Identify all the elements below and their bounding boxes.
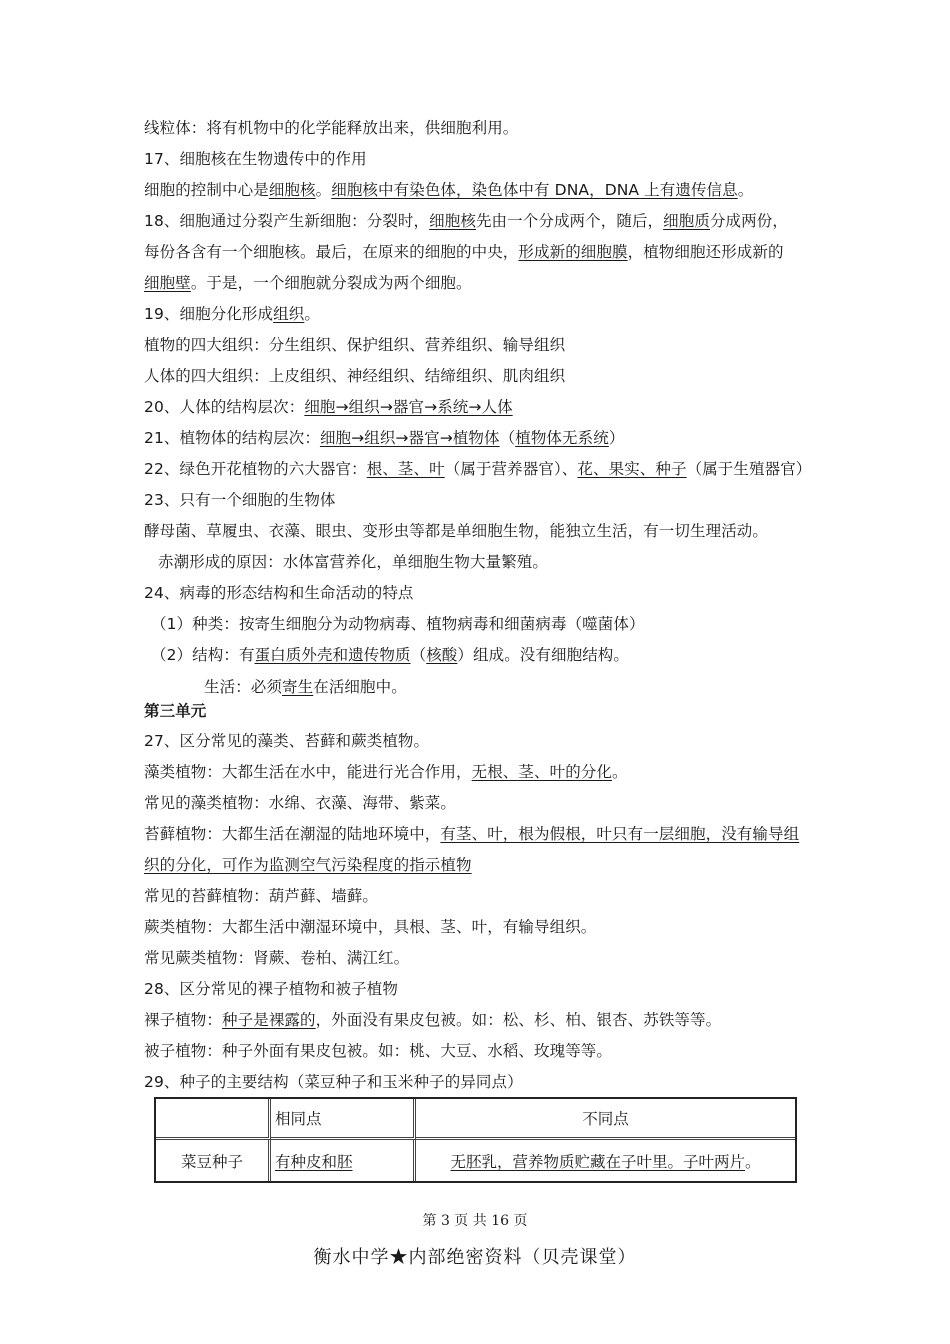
underlined-term: 细胞核中有染色体，染色体中有 DNA，DNA 上有遗传信息 [331, 181, 738, 199]
page-number: 第 3 页 共 16 页 [422, 1213, 528, 1229]
underlined-term: 有种皮和胚 [275, 1152, 353, 1171]
underlined-term: 无胚乳，营养物质贮藏在子叶里。子叶两片 [450, 1152, 745, 1171]
text-line: 被子植物：种子外面有果皮包被。如：桃、大豆、水稻、玫瑰等等。 [144, 1042, 613, 1060]
table-row [156, 1140, 795, 1181]
section-heading: 19、细胞分化形成组织。 [144, 305, 320, 323]
section-heading: 29、种子的主要结构（菜豆种子和玉米种子的异同点） [144, 1073, 523, 1091]
text-line: 常见的藻类植物：水绵、衣藻、海带、紫菜。 [144, 794, 457, 812]
table-header-cell: 相同点 [271, 1099, 416, 1140]
text-line [144, 854, 472, 876]
table-cell-name: 菜豆种子 [156, 1140, 271, 1181]
underlined-term: 寄生 [282, 678, 314, 696]
text-line: 植物的四大组织：分生组织、保护组织、营养组织、输导组织 [144, 336, 566, 354]
table-cell-same [271, 1140, 416, 1181]
underlined-term: 植物体无系统 [515, 429, 609, 447]
unit-heading: 第三单元 [144, 702, 207, 720]
underlined-term: 织的分化，可作为监测空气污染程度的指示植物 [144, 856, 472, 874]
underlined-term: 细胞核 [429, 212, 476, 230]
underlined-term: 蛋白质外壳和遗传物质 [254, 646, 411, 664]
underlined-term: 细胞核 [268, 181, 316, 199]
text-line: 常见蕨类植物：肾蕨、卷柏、满江红。 [144, 949, 410, 967]
underlined-term: 花、果实、种子 [577, 460, 687, 478]
underlined-term: 种子是裸露的 [222, 1011, 316, 1029]
section-heading: 17、细胞核在生物遗传中的作用 [144, 150, 367, 168]
text-line: 生活：必须寄生在活细胞中。 [204, 678, 407, 696]
text-line: 每份各含有一个细胞核。最后，在原来的细胞的中央，形成新的细胞膜，植物细胞还形成新的 [144, 243, 784, 261]
text-line: 人体的四大组织：上皮组织、神经组织、结缔组织、肌肉组织 [144, 367, 566, 385]
underlined-term: 细胞质 [663, 212, 710, 230]
text-line: 细胞的控制中心是细胞核。细胞核中有染色体，染色体中有 DNA，DNA 上有遗传信息。 [144, 181, 754, 199]
text-line: （2）结构：有蛋白质外壳和遗传物质（核酸）组成。没有细胞结构。 [151, 646, 629, 664]
underlined-term: 根、茎、叶 [366, 460, 445, 478]
text-line: 苔藓植物：大都生活在潮湿的陆地环境中，有茎、叶，根为假根，叶只有一层细胞，没有输导组 [144, 825, 800, 843]
underlined-term: 有茎、叶，根为假根，叶只有一层细胞，没有输导组 [440, 825, 800, 843]
underlined-term: 细胞→组织→器官→系统→人体 [304, 398, 513, 416]
section-heading: 23、只有一个细胞的生物体 [144, 491, 336, 509]
section-heading: 27、区分常见的藻类、苔藓和蕨类植物。 [144, 732, 430, 750]
text-line: 细胞壁。于是，一个细胞就分裂成为两个细胞。 [144, 274, 472, 292]
table-header-cell [156, 1099, 271, 1140]
text-line: 裸子植物：种子是裸露的，外面没有果皮包被。如：松、杉、柏、银杏、苏铁等等。 [144, 1011, 722, 1029]
text-line: 藻类植物：大都生活在水中，能进行光合作用，无根、茎、叶的分化。 [144, 763, 628, 781]
text-line: 赤潮形成的原因：水体富营养化，单细胞生物大量繁殖。 [158, 553, 549, 571]
text-line: 18、细胞通过分裂产生新细胞：分裂时，细胞核先由一个分成两个，随后，细胞质分成两份， [144, 212, 788, 230]
text-line: （1）种类：按寄生细胞分为动物病毒、植物病毒和细菌病毒（噬菌体） [151, 615, 645, 633]
text-line: 线粒体：将有机物中的化学能释放出来，供细胞利用。 [144, 119, 519, 137]
text-line: 酵母菌、草履虫、衣藻、眼虫、变形虫等都是单细胞生物，能独立生活，有一切生理活动。 [144, 522, 769, 540]
underlined-term: 细胞壁 [144, 274, 191, 292]
table-cell-diff: 无胚乳，营养物质贮藏在子叶里。子叶两片。 [450, 1152, 761, 1171]
text-line: 常见的苔藓植物：葫芦藓、墙藓。 [144, 887, 379, 905]
table-header-row [156, 1099, 795, 1140]
section-heading: 21、植物体的结构层次：细胞→组织→器官→植物体（植物体无系统） [144, 429, 625, 447]
section-heading: 28、区分常见的裸子植物和被子植物 [144, 980, 398, 998]
underlined-term: 形成新的细胞膜 [518, 243, 628, 261]
table-header-cell: 不同点 [416, 1099, 795, 1140]
footer-brand: 衡水中学★内部绝密资料（贝壳课堂） [313, 1247, 637, 1268]
underlined-term: 核酸 [426, 646, 458, 664]
underlined-term: 无根、茎、叶的分化 [471, 763, 613, 781]
underlined-term: 细胞→组织→器官→植物体 [319, 429, 500, 447]
section-heading: 24、病毒的形态结构和生命活动的特点 [144, 584, 414, 602]
seed-comparison-table [154, 1097, 797, 1183]
section-heading: 22、绿色开花植物的六大器官：根、茎、叶（属于营养器官）、花、果实、种子（属于生殖器官） [144, 460, 812, 478]
text-line: 蕨类植物：大都生活中潮湿环境中，具根、茎、叶，有输导组织。 [144, 918, 597, 936]
underlined-term: 组织 [273, 305, 305, 323]
section-heading: 20、人体的结构层次：细胞→组织→器官→系统→人体 [144, 398, 513, 416]
